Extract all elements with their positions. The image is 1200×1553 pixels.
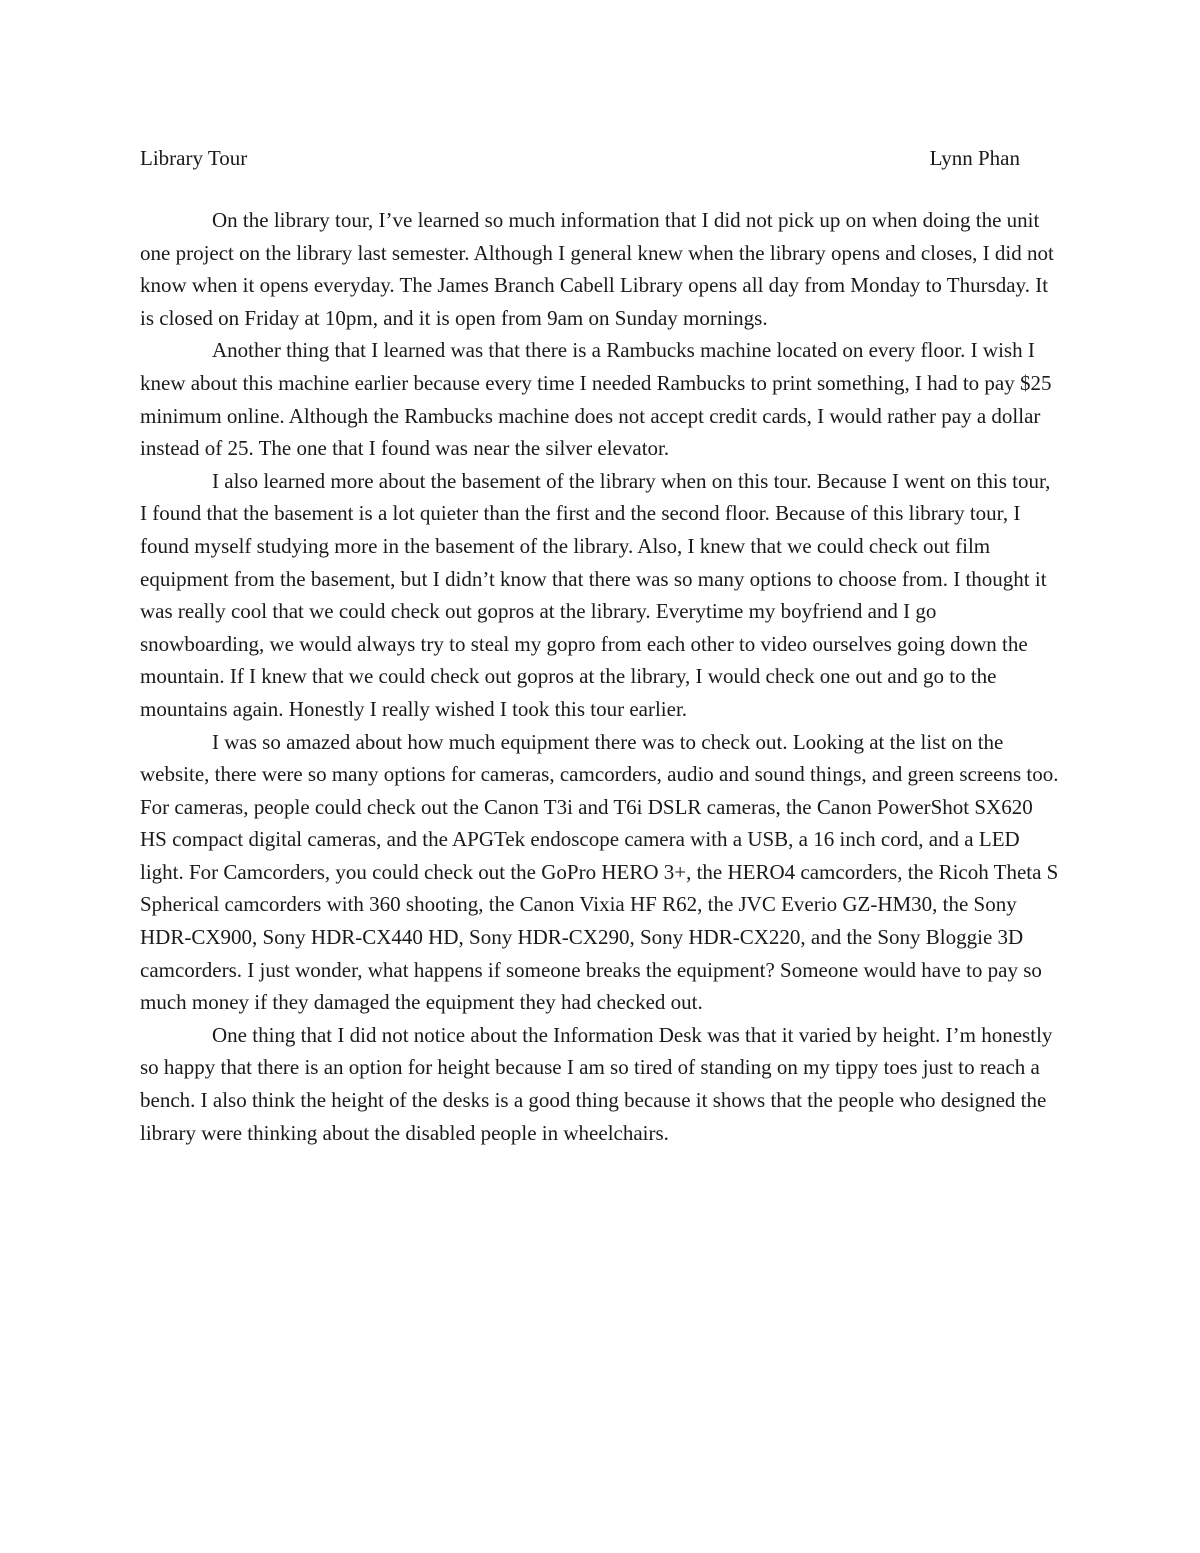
paragraph-equipment: I was so amazed about how much equipment there was to check out. Looking at the list on the website, there were so many options for cameras, camcorders, audio and sound things, and green screens too. For cameras, people could check out the Canon T3i and T6i DSLR cameras, the Canon PowerShot SX620 HS compact digital cameras, and the APGTek endoscope camera with a USB, a 16 inch cord, and a LED light. For Camcorders, you could check out the GoPro HERO 3+, the HERO4 camcorders, the Ricoh Theta S Spherical camcorders with 360 shooting, the Canon Vixia HF R62, the JVC Everio GZ-HM30, the Sony HDR-CX900, Sony HDR-CX440 HD, Sony HDR-CX290, Sony HDR-CX220, and the Sony Bloggie 3D camcorders. I just wonder, what happens if someone breaks the equipment? Someone would have to pay so much money if they damaged the equipment they had checked out. [140, 729, 1059, 1015]
paragraph-basement: I also learned more about the basement of the library when on this tour. Because I went on this tour, I found that the basement is a lot quieter than the first and the second floor. Because of this library tour, I found myself studying more in the basement of the library. Also, I knew that we could check out film equipment from the basement, but I didn’t know that there was so many options to choose from. I thought it was really cool that we could check out gopros at the library. Everytime my boyfriend and I go snowboarding, we would always try to steal my gopro from each other to video ourselves going down the mountain. If I knew that we could check out gopros at the library, I would check one out and go to the mountains again. Honestly I really wished I took this tour earlier. [140, 468, 1051, 721]
document-title: Library Tour [140, 146, 248, 170]
author-name: Lynn Phan [929, 146, 1020, 170]
paragraph-rambucks: Another thing that I learned was that there is a Rambucks machine located on every floor. I wish I knew about this machine earlier because every time I needed Rambucks to print something, I had to pay $25 minimum online. Although the Rambucks machine does not accept credit cards, I would rather pay a dollar instead of 25. The one that I found was near the silver elevator. [140, 338, 1052, 461]
document-header [140, 142, 1020, 176]
paragraph-hours: On the library tour, I’ve learned so much information that I did not pick up on when doing the unit one project on the library last semester. Although I general knew when the library opens and closes, I did not know when it opens everyday. The James Branch Cabell Library opens all day from Monday to Thursday. It is closed on Friday at 10pm, and it is open from 9am on Sunday mornings. [140, 208, 1054, 330]
paragraph-information-desk: One thing that I did not notice about the Information Desk was that it varied by height. I’m honestly so happy that there is an option for height because I am so tired of standing on my tippy toes just to reach a bench. I also think the height of the desks is a good thing because it shows that the people who designed the library were thinking about the disabled people in wheelchairs. [140, 1022, 1053, 1145]
document-body [140, 204, 1060, 1149]
